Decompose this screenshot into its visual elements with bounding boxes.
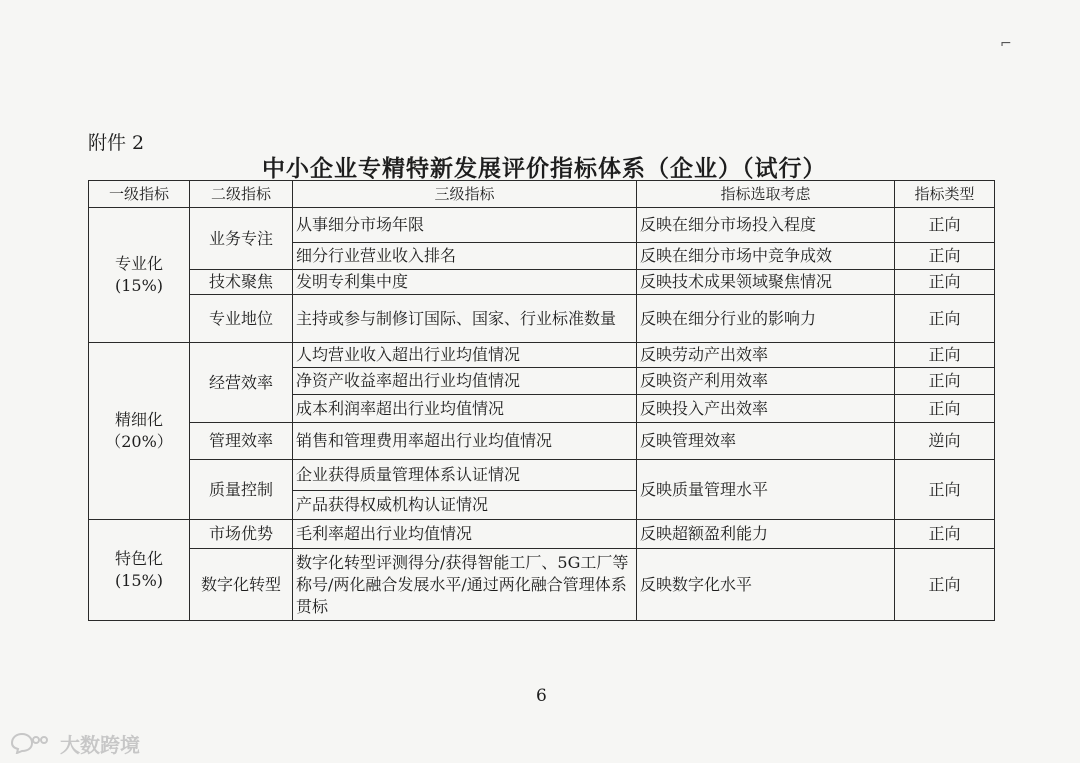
level1-weight: （20%） bbox=[105, 432, 173, 451]
header-reason: 指标选取考虑 bbox=[637, 181, 895, 208]
table-row bbox=[89, 423, 995, 460]
page-number: 6 bbox=[536, 686, 547, 706]
reason-cell: 反映技术成果领域聚焦情况 bbox=[637, 270, 895, 295]
table-row bbox=[89, 549, 995, 621]
document-title: 中小企业专精特新发展评价指标体系（企业）（试行） bbox=[262, 155, 827, 182]
attachment-label: 附件 2 bbox=[88, 132, 145, 154]
type-cell: 正向 bbox=[895, 368, 995, 395]
level2-cell: 业务专注 bbox=[190, 208, 293, 270]
table-row bbox=[89, 295, 995, 343]
type-cell: 正向 bbox=[895, 520, 995, 549]
level2-cell: 经营效率 bbox=[190, 343, 293, 423]
level2-cell: 质量控制 bbox=[190, 460, 293, 520]
header-level2: 二级指标 bbox=[190, 181, 293, 208]
level3-cell: 成本利润率超出行业均值情况 bbox=[293, 395, 637, 423]
reason-cell: 反映数字化水平 bbox=[637, 549, 895, 621]
level3-cell: 数字化转型评测得分/获得智能工厂、5G工厂等称号/两化融合发展水平/通过两化融合管理体系贯标 bbox=[293, 549, 637, 621]
level1-weight: (15%) bbox=[114, 571, 164, 590]
level1-name: 专业化 bbox=[114, 254, 163, 273]
type-cell: 逆向 bbox=[895, 423, 995, 460]
header-level3: 三级指标 bbox=[293, 181, 637, 208]
level1-name: 精细化 bbox=[114, 410, 163, 429]
reason-cell: 反映在细分行业的影响力 bbox=[637, 295, 895, 343]
type-cell: 正向 bbox=[895, 295, 995, 343]
table-row bbox=[89, 208, 995, 243]
level3-cell: 从事细分市场年限 bbox=[293, 208, 637, 243]
reason-cell: 反映劳动产出效率 bbox=[637, 343, 895, 368]
reason-cell: 反映质量管理水平 bbox=[637, 460, 895, 520]
level3-cell: 细分行业营业收入排名 bbox=[293, 243, 637, 270]
level1-name: 特色化 bbox=[114, 549, 163, 568]
level1-cell bbox=[89, 343, 190, 520]
header-level1: 一级指标 bbox=[89, 181, 190, 208]
table-row bbox=[89, 460, 995, 491]
indicator-table bbox=[88, 180, 995, 621]
level3-cell: 产品获得权威机构认证情况 bbox=[293, 491, 637, 520]
watermark bbox=[8, 730, 140, 756]
type-cell: 正向 bbox=[895, 243, 995, 270]
corner-mark: ⌐ bbox=[1000, 36, 1012, 52]
reason-cell: 反映资产利用效率 bbox=[637, 368, 895, 395]
reason-cell: 反映超额盈利能力 bbox=[637, 520, 895, 549]
level2-cell: 市场优势 bbox=[190, 520, 293, 549]
type-cell: 正向 bbox=[895, 343, 995, 368]
reason-cell: 反映在细分市场投入程度 bbox=[637, 208, 895, 243]
level2-cell: 管理效率 bbox=[190, 423, 293, 460]
level3-cell: 毛利率超出行业均值情况 bbox=[293, 520, 637, 549]
type-cell: 正向 bbox=[895, 208, 995, 243]
level3-cell: 企业获得质量管理体系认证情况 bbox=[293, 460, 637, 491]
table-row bbox=[89, 343, 995, 368]
level3-cell: 净资产收益率超出行业均值情况 bbox=[293, 368, 637, 395]
reason-cell: 反映管理效率 bbox=[637, 423, 895, 460]
level2-cell: 技术聚焦 bbox=[190, 270, 293, 295]
table-row bbox=[89, 270, 995, 295]
level1-cell bbox=[89, 520, 190, 621]
level1-weight: (15%) bbox=[114, 276, 164, 295]
level3-cell: 主持或参与制修订国际、国家、行业标准数量 bbox=[293, 295, 637, 343]
type-cell: 正向 bbox=[895, 460, 995, 520]
level1-cell bbox=[89, 208, 190, 343]
chat-bubble-logo-icon bbox=[8, 732, 54, 754]
table-row bbox=[89, 520, 995, 549]
type-cell: 正向 bbox=[895, 549, 995, 621]
level3-cell: 人均营业收入超出行业均值情况 bbox=[293, 343, 637, 368]
reason-cell: 反映投入产出效率 bbox=[637, 395, 895, 423]
watermark-text: 大数跨境 bbox=[60, 732, 140, 757]
level2-cell: 数字化转型 bbox=[190, 549, 293, 621]
type-cell: 正向 bbox=[895, 395, 995, 423]
level3-cell: 销售和管理费用率超出行业均值情况 bbox=[293, 423, 637, 460]
type-cell: 正向 bbox=[895, 270, 995, 295]
reason-cell: 反映在细分市场中竞争成效 bbox=[637, 243, 895, 270]
table-header-row bbox=[89, 181, 995, 208]
level3-cell: 发明专利集中度 bbox=[293, 270, 637, 295]
header-type: 指标类型 bbox=[895, 181, 995, 208]
level2-cell: 专业地位 bbox=[190, 295, 293, 343]
